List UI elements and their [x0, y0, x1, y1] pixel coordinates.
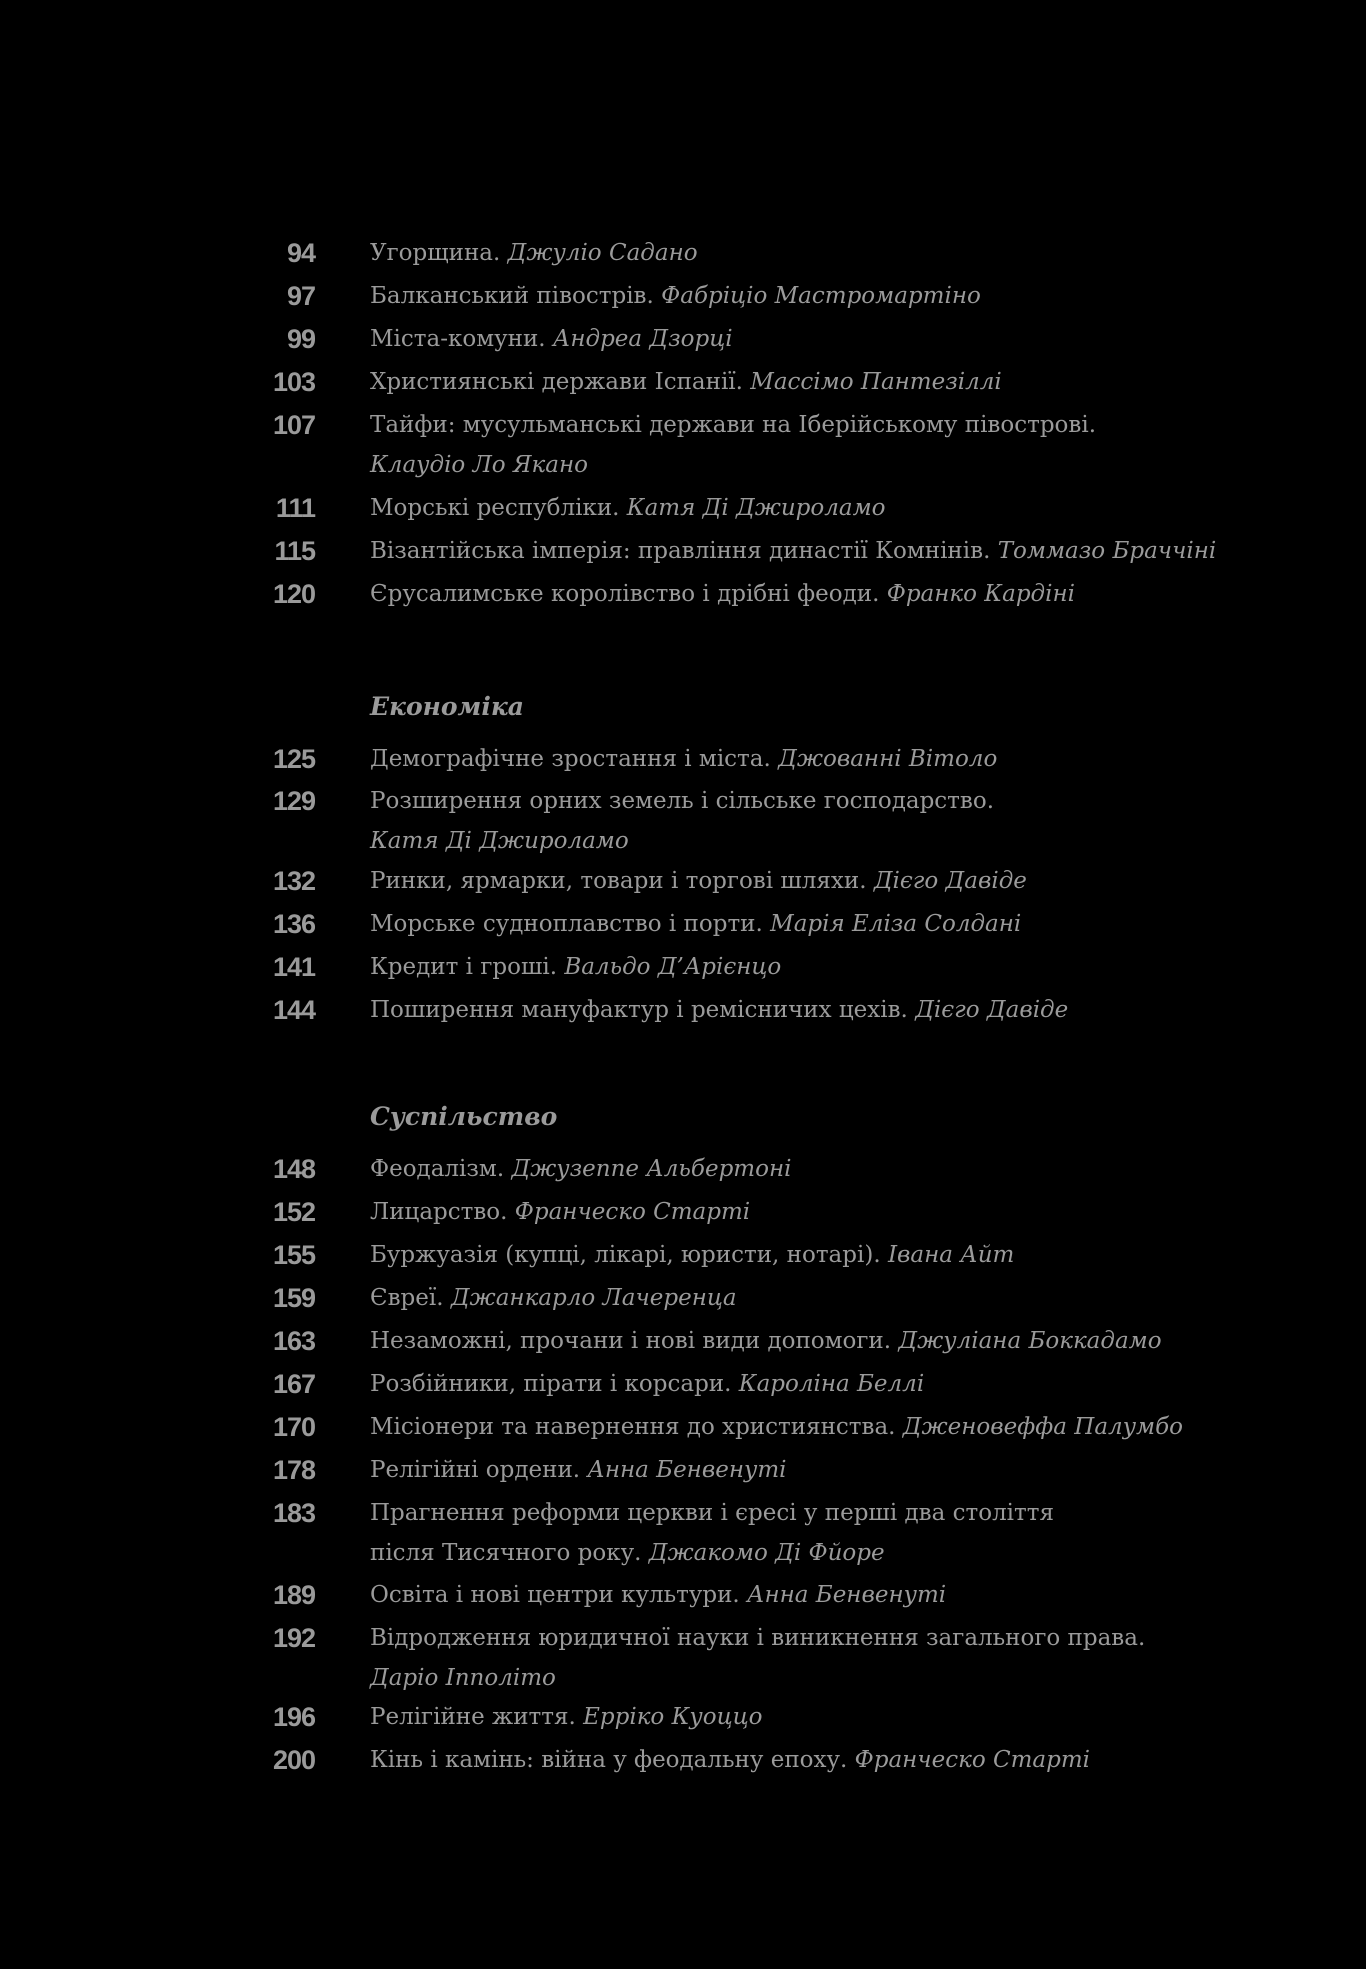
entry-text [370, 1407, 1300, 1447]
entry-author: Марія Еліза Солдані [770, 911, 1022, 937]
entry-title: Угорщина. [370, 240, 508, 266]
entry-title: Демографічне зростання і міста. [370, 746, 779, 772]
entry-text [370, 531, 1300, 571]
entry-author: Катя Ді Джироламо [370, 828, 629, 854]
page-number: 129 [272, 786, 315, 816]
page-number: 103 [272, 367, 315, 397]
entry-title: Кінь і камінь: війна у феодальну епоху. [370, 1747, 855, 1773]
entry-text [370, 1575, 1300, 1615]
entry-author: Джуліана Боккадамо [898, 1328, 1162, 1354]
entry-text [370, 574, 1300, 614]
entry-text [370, 319, 1300, 359]
page-number: 97 [286, 281, 315, 311]
entry-text [370, 233, 1300, 273]
entry-text [370, 488, 1300, 528]
page-number: 99 [286, 324, 315, 354]
entry-text [370, 1235, 1300, 1275]
entry-title: Євреї. [370, 1285, 451, 1311]
entry-author: Франко Кардіні [886, 581, 1075, 607]
page-number: 141 [272, 952, 315, 982]
entry-text [370, 1364, 1300, 1404]
entry-author: Джанкарло Лачеренца [450, 1285, 737, 1311]
page-number: 196 [272, 1702, 315, 1732]
entry-title: Релігійне життя. [370, 1704, 584, 1730]
entry-title: Освіта і нові центри культури. [370, 1582, 748, 1608]
page-number: 115 [274, 536, 315, 566]
page-number: 111 [275, 493, 315, 523]
entry-title: Тайфи: мусульманські держави на Іберійському півострові. [370, 412, 1097, 438]
entry-text [370, 1697, 1300, 1737]
page-number: 125 [272, 744, 315, 774]
entry-title: Візантійська імперія: правління династії Комнінів. [370, 538, 998, 564]
entry-title: Місіонери та навернення до християнства. [370, 1414, 903, 1440]
page-number: 94 [286, 238, 315, 268]
entry-title: Лицарство. [370, 1199, 515, 1225]
page-number: 144 [272, 995, 315, 1025]
entry-author: Анна Бенвенуті [747, 1582, 947, 1608]
entry-title-continued: після Тисячного року. [370, 1540, 649, 1566]
page-number: 178 [272, 1455, 315, 1485]
entry-text [370, 1450, 1300, 1490]
entry-title: Міста-комуни. [370, 326, 553, 352]
page-number: 189 [272, 1580, 315, 1610]
entry-text [370, 1321, 1300, 1361]
entry-author: Даріо Іпполіто [370, 1665, 556, 1691]
entry-title: Єрусалимське королівство і дрібні феоди. [370, 581, 887, 607]
page-number: 163 [272, 1326, 315, 1356]
entry-title: Розбійники, пірати і корсари. [370, 1371, 739, 1397]
page-number: 167 [272, 1369, 315, 1399]
entry-author: Франческо Старті [854, 1747, 1091, 1773]
entry-title: Феодалізм. [370, 1156, 512, 1182]
entry-author: Джакомо Ді Фйоре [648, 1540, 885, 1566]
entry-text [370, 1278, 1300, 1318]
entry-author: Джуліо Садано [507, 240, 698, 266]
entry-title: Відродження юридичної науки і виникнення загального права. [370, 1625, 1146, 1651]
entry-author: Фабріціо Мастромартіно [661, 283, 981, 309]
entry-title: Ринки, ярмарки, товари і торгові шляхи. [370, 868, 874, 894]
page-number: 148 [272, 1154, 315, 1184]
entry-text [370, 904, 1300, 944]
entry-text [370, 1149, 1300, 1189]
page-number: 120 [272, 579, 315, 609]
entry-author: Андреа Дзорці [552, 326, 733, 352]
page-number: 159 [272, 1283, 315, 1313]
entry-text [370, 861, 1300, 901]
page-number: 200 [272, 1745, 315, 1775]
entry-title: Релігійні ордени. [370, 1457, 588, 1483]
entry-text [370, 1740, 1300, 1780]
entry-author: Франческо Старті [514, 1199, 751, 1225]
entry-author: Ерріко Куоццо [583, 1704, 763, 1730]
entry-author: Дженовеффа Палумбо [902, 1414, 1183, 1440]
entry-title: Незаможні, прочани і нові види допомоги. [370, 1328, 899, 1354]
entry-text [370, 1192, 1300, 1232]
entry-text [370, 739, 1300, 779]
page-number: 170 [272, 1412, 315, 1442]
entry-author: Дієго Давіде [873, 868, 1027, 894]
page-number: 132 [272, 866, 315, 896]
entry-title: Поширення мануфактур і ремісничих цехів. [370, 997, 916, 1023]
entry-text [370, 781, 1300, 861]
entry-text [370, 405, 1300, 485]
page-number: 136 [272, 909, 315, 939]
entry-author: Анна Бенвенуті [587, 1457, 787, 1483]
section-heading-economy: Економіка [370, 692, 524, 721]
section-heading-society: Суспільство [370, 1102, 558, 1131]
entry-text [370, 1618, 1300, 1698]
entry-author: Клаудіо Ло Якано [370, 452, 588, 478]
entry-text [370, 362, 1300, 402]
entry-title: Християнські держави Іспанії. [370, 369, 751, 395]
entry-text [370, 276, 1300, 316]
entry-author: Катя Ді Джироламо [626, 495, 886, 521]
page-number: 183 [272, 1498, 315, 1528]
page-number: 192 [272, 1623, 315, 1653]
entry-author: Кароліна Беллі [738, 1371, 925, 1397]
entry-author: Вальдо Д’Арієнцо [564, 954, 782, 980]
page-number: 107 [272, 410, 315, 440]
page-number: 152 [272, 1197, 315, 1227]
entry-title: Буржуазія (купці, лікарі, юристи, нотарі). [370, 1242, 888, 1268]
entry-author: Джузеппе Альбертоні [511, 1156, 792, 1182]
entry-author: Томмазо Браччіні [997, 538, 1217, 564]
entry-author: Джованні Вітоло [778, 746, 998, 772]
page-number: 155 [272, 1240, 315, 1270]
entry-title: Морське судноплавство і порти. [370, 911, 771, 937]
entry-title: Морські республіки. [370, 495, 627, 521]
entry-text [370, 947, 1300, 987]
entry-title: Розширення орних земель і сільське господарство. [370, 788, 995, 814]
entry-author: Дієго Давіде [915, 997, 1069, 1023]
entry-title: Кредит і гроші. [370, 954, 565, 980]
entry-text [370, 990, 1300, 1030]
entry-text [370, 1493, 1300, 1573]
entry-title: Балканський півострів. [370, 283, 662, 309]
entry-author: Массімо Пантезіллі [750, 369, 1002, 395]
entry-title: Прагнення реформи церкви і єресі у перші два століття [370, 1500, 1054, 1526]
entry-author: Івана Айт [887, 1242, 1015, 1268]
